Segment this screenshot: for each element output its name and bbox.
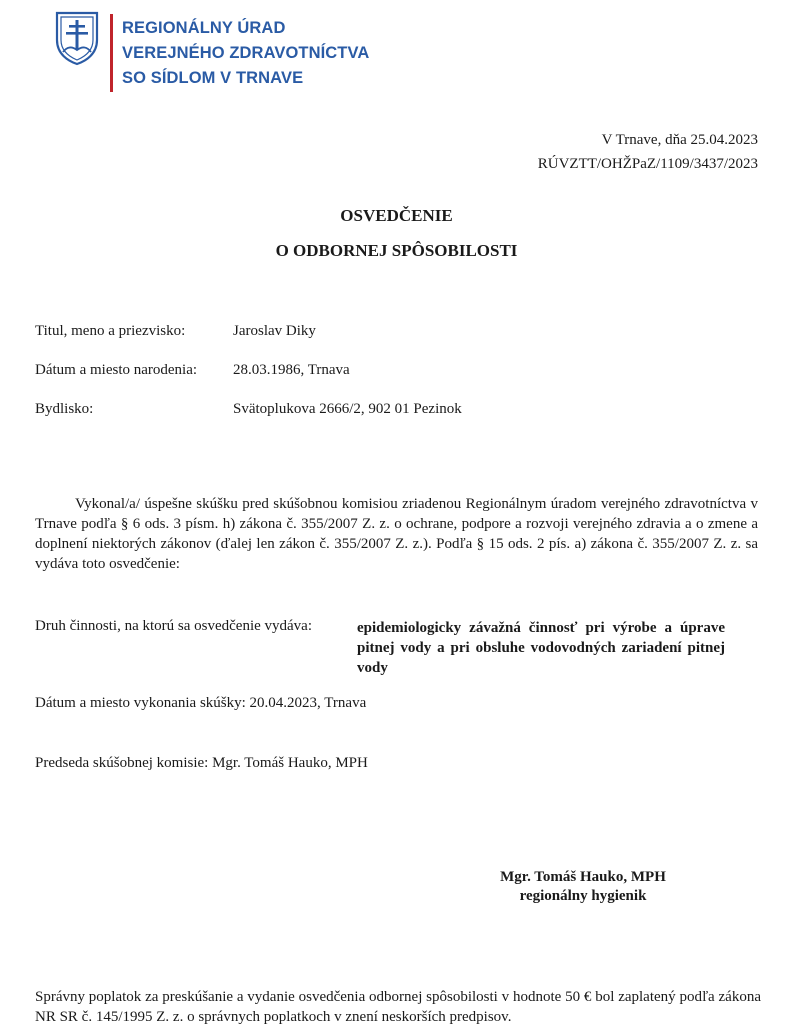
address-label: Bydlisko:: [35, 401, 94, 417]
slovak-emblem-icon: [54, 10, 100, 66]
body-paragraph-text: Vykonal/a/ úspešne skúšku pred skúšobnou komisiou zriadenou Regionálnym úradom verejného zdravotníctva v Trnave podľa § 6 ods. 3 písm. h) zákona č. 355/2007 Z. z. o ochrane, podpore a rozvoji verejného zdravia a o zmene a doplnení niektorých zákonov (ďalej len zákon č. 355/2007 Z. z.). Podľa § 15 ods. 2 pís. a) zákona č. 355/2007 Z. z. sa vydáva toto osvedčenie:: [35, 496, 758, 572]
commission-chair: Predseda skúšobnej komisie: Mgr. Tomáš Hauko, MPH: [35, 755, 368, 771]
place-date: V Trnave, dňa 25.04.2023: [601, 132, 758, 148]
body-paragraph: [35, 494, 758, 574]
fee-note: Správny poplatok za preskúšanie a vydanie osvedčenia odbornej spôsobilosti v hodnote 50 € bol zaplatený podľa zákona NR SR č. 145/1995 Z. z. o správnych poplatkoch v znení neskorších predpisov.: [35, 989, 761, 1025]
birth-value: 28.03.1986, Trnava: [233, 362, 350, 378]
reference-number: RÚVZTT/OHŽPaZ/1109/3437/2023: [537, 156, 758, 172]
header-divider: [110, 14, 113, 92]
signature-name: Mgr. Tomáš Hauko, MPH: [500, 869, 666, 885]
exam-info: Dátum a miesto vykonania skúšky: 20.04.2023, Trnava: [35, 695, 367, 711]
birth-label: Dátum a miesto narodenia:: [35, 362, 198, 378]
document-title: OSVEDČENIE: [340, 206, 453, 225]
org-name-line-3: SO SÍDLOM V TRNAVE: [122, 69, 304, 87]
name-label: Titul, meno a priezvisko:: [35, 323, 186, 339]
org-name-line-2: VEREJNÉHO ZDRAVOTNÍCTVA: [122, 44, 370, 62]
activity-value: epidemiologicky závažná činnosť pri výrobe a úprave pitnej vody a pri obsluhe vodovodných zariadení pitnej vody: [357, 620, 725, 676]
org-name-line-1: REGIONÁLNY ÚRAD: [122, 19, 286, 37]
name-value: Jaroslav Diky: [233, 323, 316, 339]
document-subtitle: O ODBORNEJ SPÔSOBILOSTI: [275, 241, 518, 260]
activity-label: Druh činnosti, na ktorú sa osvedčenie vydáva:: [35, 618, 313, 634]
address-value: Svätoplukova 2666/2, 902 01 Pezinok: [233, 401, 462, 417]
signature-role: regionálny hygienik: [519, 888, 647, 904]
